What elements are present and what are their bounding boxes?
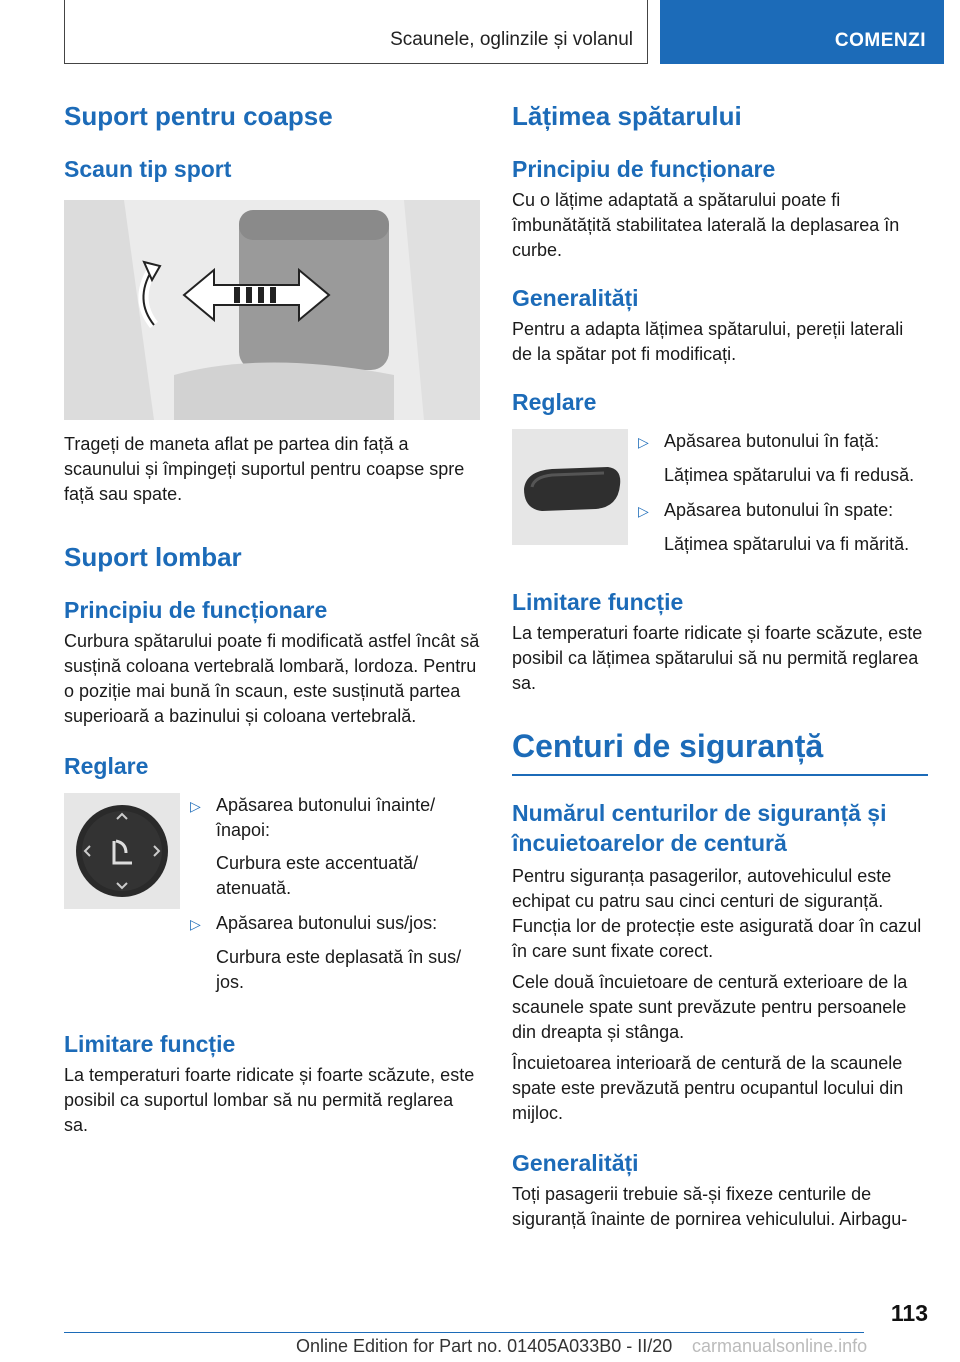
backrest-step-1-result: Lățimea spătarului va fi redusă. xyxy=(664,465,915,485)
footer-divider xyxy=(64,1332,864,1333)
lumbar-adjust-title: Reglare xyxy=(64,753,149,779)
edition-text: Online Edition for Part no. 01405A033B0 - II/20 xyxy=(296,1336,673,1356)
lumbar-step-1-result: Curbura este accentuată/ atenuată. xyxy=(216,853,419,898)
lumbar-adjust-row xyxy=(64,793,480,995)
lumbar-step-2 xyxy=(190,911,480,937)
belts-paragraph-2: Cele două încuietoare de centură exterioare de la scaunele spate sunt prevăzute pentru persoanele din dreapta și stânga. xyxy=(512,972,908,1042)
lumbar-step-2-result: Curbura este deplasată în sus/ jos. xyxy=(216,947,462,992)
page-number: 113 xyxy=(890,1300,928,1326)
backrest-general-text: Pentru a adapta lățimea spătarului, pereții laterali de la spătar pot fi modificați. xyxy=(512,319,904,364)
belts-count-title: Numărul centurilor de siguranță și încuietoarelor de centură xyxy=(512,800,887,856)
belts-paragraph-3: Încuietoarea interioară de centură de la scaunele spate este prevăzută pentru ocupantul locului din mijloc. xyxy=(512,1053,904,1123)
lumbar-step-1 xyxy=(190,793,480,843)
backrest-width-title: Lățimea spătarului xyxy=(512,101,742,131)
lumbar-limit-title: Limitare funcție xyxy=(64,1031,236,1057)
backrest-adjust-row xyxy=(512,429,928,557)
backrest-switch-icon xyxy=(512,429,628,545)
section-title: COMENZI xyxy=(834,30,926,51)
lumbar-limit-text: La temperaturi foarte ridicate și foarte scăzute, este posibil ca suportul lombar să nu permită reglarea sa. xyxy=(64,1065,475,1135)
lumbar-control-illustration xyxy=(64,793,180,909)
seat-thigh-icon xyxy=(64,200,480,420)
lumbar-steps xyxy=(190,793,480,995)
backrest-step-1-action: Apăsarea butonului în față: xyxy=(664,431,880,451)
backrest-principle-text: Cu o lățime adaptată a spătarului poate fi îmbunătățită stabilitatea laterală la deplasarea în curbe. xyxy=(512,190,900,260)
header-chapter-box xyxy=(64,0,648,64)
backrest-step-2-action: Apăsarea butonului în spate: xyxy=(664,500,894,520)
backrest-limit-text: La temperaturi foarte ridicate și foarte scăzute, este posibil ca lățimea spătarului să nu permită reglarea sa. xyxy=(512,623,923,693)
chapter-title: Scaunele, oglinzile și volanul xyxy=(390,29,633,50)
lumbar-principle-text: Curbura spătarului poate fi modificată astfel încât să susțină coloana vertebrală lombară, lordoza. Pentru o poziție mai bună în scaun, este susținută partea superioară a bazinului și coloana vertebrală. xyxy=(64,631,480,726)
right-column xyxy=(512,100,928,1232)
watermark-text: carmanualsonline.info xyxy=(692,1336,868,1356)
thigh-support-illustration xyxy=(64,200,480,420)
belts-title-rule xyxy=(512,726,928,776)
triangle-right-icon: ▷ xyxy=(190,798,201,814)
lumbar-step-2-action: Apăsarea butonului sus/jos: xyxy=(216,913,438,933)
sport-seat-subtitle: Scaun tip sport xyxy=(64,156,232,182)
backrest-general-title: Generalități xyxy=(512,285,639,311)
backrest-step-2 xyxy=(638,498,928,524)
lumbar-step-1-action: Apăsarea butonului înainte/ înapoi: xyxy=(216,795,436,840)
triangle-right-icon: ▷ xyxy=(638,503,649,519)
lumbar-principle-title: Principiu de funcționare xyxy=(64,597,328,623)
backrest-steps xyxy=(638,429,928,557)
thigh-support-title: Suport pentru coapse xyxy=(64,101,333,131)
backrest-principle-title: Principiu de funcționare xyxy=(512,156,776,182)
belts-paragraph-1: Pentru siguranța pasagerilor, autovehiculul este echipat cu patru sau cinci centuri de siguranță. Funcția lor de protecție este asigurată doar în cazul în care sunt fixate corect. xyxy=(512,866,922,961)
backrest-control-illustration xyxy=(512,429,628,545)
triangle-right-icon: ▷ xyxy=(190,916,201,932)
belts-general-title: Generalități xyxy=(512,1150,639,1176)
backrest-limit-title: Limitare funcție xyxy=(512,589,684,615)
backrest-step-2-result: Lățimea spătarului va fi mărită. xyxy=(664,534,910,554)
lumbar-title: Suport lombar xyxy=(64,542,242,572)
triangle-right-icon: ▷ xyxy=(638,434,649,450)
lumbar-switch-icon xyxy=(64,793,180,909)
backrest-adjust-title: Reglare xyxy=(512,389,597,415)
thigh-support-text: Trageți de maneta aflat pe partea din față a scaunului și împingeți suportul pentru coapse spre față sau spate. xyxy=(64,434,465,504)
belts-general-text: Toți pasagerii trebuie să-și fixeze centurile de siguranță înainte de pornirea vehiculului. Airbagu- xyxy=(512,1184,908,1229)
header-section-tab xyxy=(660,0,944,64)
left-column xyxy=(64,100,480,1138)
backrest-step-1 xyxy=(638,429,928,455)
belts-title: Centuri de siguranță xyxy=(512,728,824,764)
